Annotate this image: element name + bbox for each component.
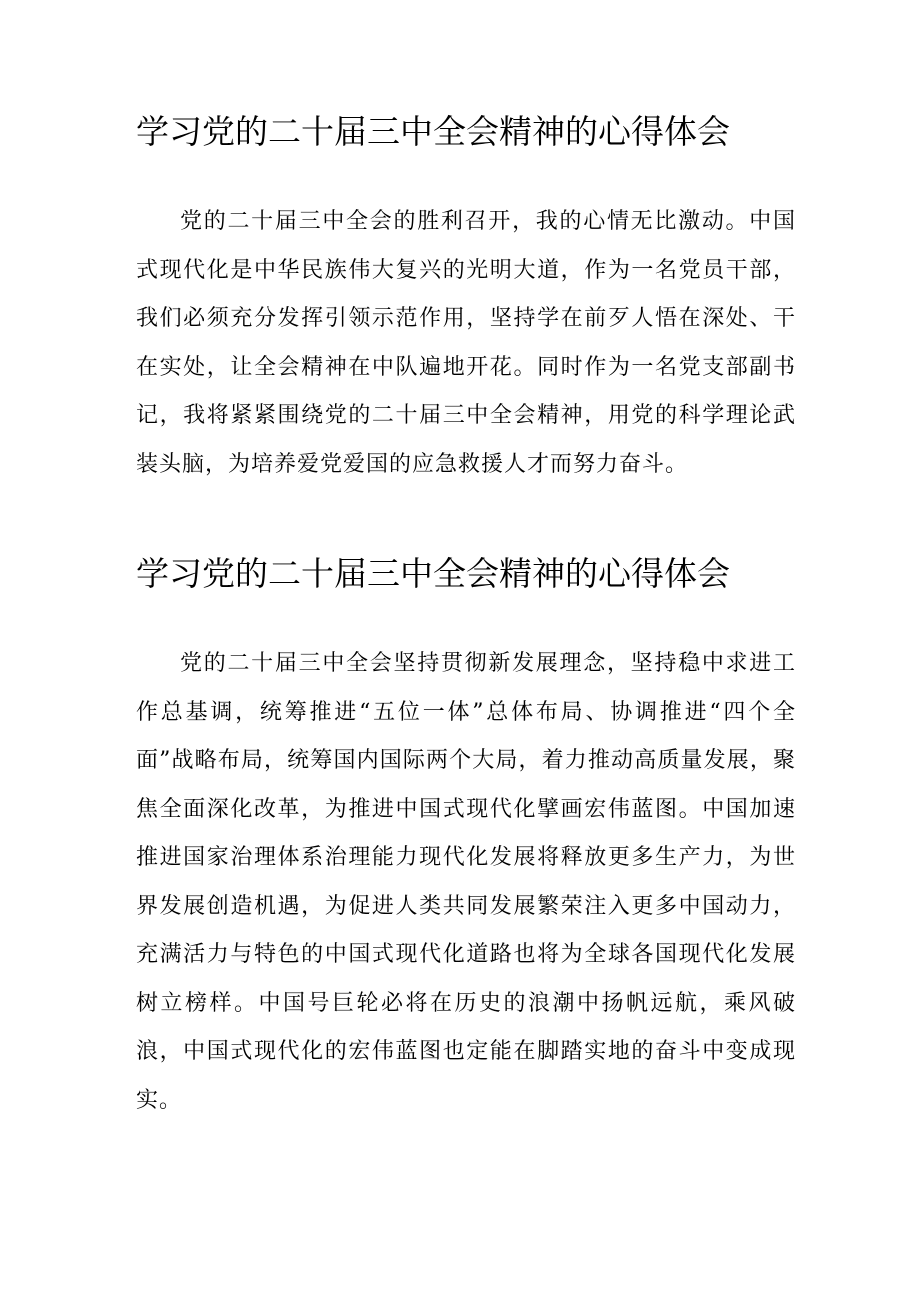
section-title: 学习党的二十届三中全会精神的心得体会	[136, 112, 730, 151]
article-section-2	[136, 548, 796, 1125]
section-body: 党的二十届三中全会的胜利召开，我的心情无比激动。中国式现代化是中华民族伟大复兴的光明大道，作为一名党员干部，我们必须充分发挥引领示范作用，坚持学在前歹人悟在深处、干在实处，让全会精神在中队遍地开花。同时作为一名党支部副书记，我将紧紧围绕党的二十届三中全会精神，用党的科学理论武装头脑，为培养爱党爱国的应急救援人才而努力奋斗。	[136, 209, 796, 477]
section-body: 党的二十届三中全会坚持贯彻新发展理念，坚持稳中求进工作总基调，统筹推进“五位一体”总体布局、协调推进“四个全面”战略布局，统筹国内国际两个大局，着力推动高质量发展，聚焦全面深化改革，为推进中国式现代化擘画宏伟蓝图。中国加速推进国家治理体系治理能力现代化发展将释放更多生产力，为世界发展创造机遇，为促进人类共同发展繁荣注入更多中国动力，充满活力与特色的中国式现代化道路也将为全球各国现代化发展树立榜样。中国号巨轮必将在历史的浪潮中扬帆远航，乘风破浪，中国式现代化的宏伟蓝图也定能在脚踏实地的奋斗中变成现实。	[136, 651, 796, 1113]
article-section-1	[136, 106, 796, 489]
section-title: 学习党的二十届三中全会精神的心得体会	[136, 554, 730, 593]
